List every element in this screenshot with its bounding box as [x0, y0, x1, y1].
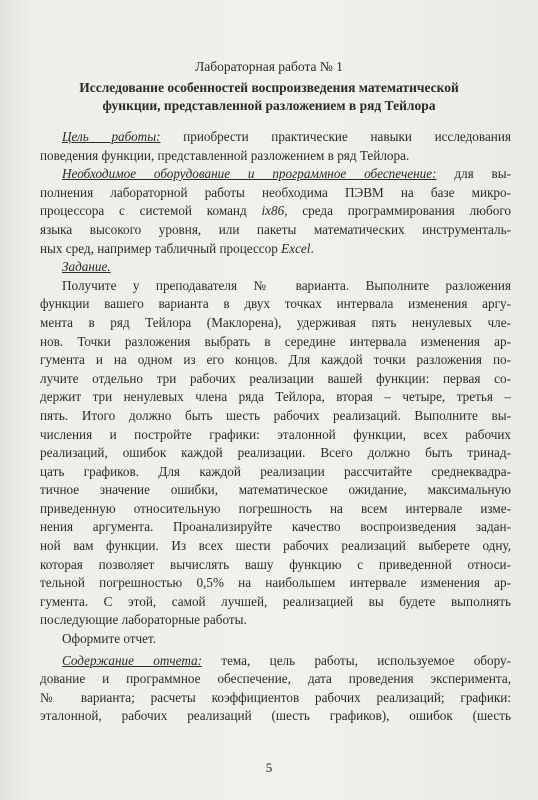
report-content-line-2: дование и программное обеспечение, дата проведения эксперимента, — [40, 671, 511, 687]
task-line: функции вашего варианта в двух точках интервала изменения аргу- — [40, 296, 511, 312]
task-label-line — [40, 258, 511, 277]
task-line: реализаций, ошибок каждой реализации. Всего должно быть тринад- — [40, 445, 511, 461]
equipment-line-3: процессора с системой команд ix86, среда программирования любого — [40, 203, 511, 219]
goal-label: Цель работы: — [62, 129, 161, 144]
task-line: гумента. С этой, самой лучшей, реализацией вы будете выполнять — [40, 593, 511, 609]
task-line: держит три ненулевых члена ряда Тейлора, вторая – четыре, третья – — [40, 389, 511, 405]
report-content-line-4: эталонной, рабочих реализаций (шесть графиков), ошибок (шесть — [40, 708, 511, 724]
task-line: нов. Точки разложения выбрать в середине интервала изменения ар- — [40, 333, 511, 349]
goal-paragraph-line-1: Цель работы: приобрести практические навыки исследования — [62, 129, 511, 144]
task-line: ной вам функции. Из всех шести рабочих реализаций выберете одну, — [40, 538, 511, 554]
equipment-line-2: полнения лабораторной работы необходима ПЭВМ на базе микро- — [40, 184, 511, 200]
task-line: числения и постройте графики: эталонной функции, всех рабочих — [40, 426, 511, 442]
equipment-label: Необходимое оборудование и программное обеспечение: — [62, 166, 437, 182]
task-line: которая позволяет вычислять вашу функцию с приведенной относи- — [40, 556, 511, 572]
task-label: Задание. — [62, 259, 111, 275]
task-line: гумента и на одном из его концов. Для каждой точки разложения по- — [40, 352, 511, 368]
task-line: нения аргумента. Проанализируйте качество воспроизведения задан- — [40, 519, 511, 535]
main-title-line-1: Исследование особенностей воспроизведения математической — [79, 80, 459, 95]
task-line: Получите у преподавателя № варианта. Выполните разложения — [62, 277, 511, 293]
equipment-line-1: Необходимое оборудование и программное обеспечение: для вы- — [62, 166, 511, 182]
task-line: тельной погрешностью 0,5% на наибольшем интервале изменения ар- — [40, 575, 511, 591]
equipment-line-4: языка высокого уровня, или пакеты математических инструменталь- — [40, 221, 511, 237]
task-line: тичное значение ошибки, математическое ожидание, максимальную — [40, 482, 511, 498]
task-line: мента в ряд Тейлора (Маклорена), удерживая пять ненулевых чле- — [40, 314, 511, 330]
task-line: пять. Итого должно быть шесть рабочих реализаций. Выполните вы- — [40, 407, 511, 423]
lab-work-title: Лабораторная работа № 1 — [195, 59, 343, 74]
task-line: лучите отдельно три рабочих реализации вашей функции: первая со- — [40, 370, 511, 386]
main-title-line-2: функции, представленной разложением в ряд Тейлора — [102, 98, 436, 113]
equipment-line-5: ных сред, например табличный процессор Excel. — [40, 240, 314, 256]
report-content-label: Содержание отчета: — [62, 652, 202, 668]
task-line: последующие лабораторные работы. — [40, 612, 247, 628]
main-title — [40, 79, 498, 115]
report-content-line-1: Содержание отчета: тема, цель работы, используемое обору- — [62, 652, 511, 668]
body-text — [40, 128, 511, 726]
task-line: приведенную относительную погрешность на всем интервале изме- — [40, 500, 511, 516]
page-number: 5 — [265, 760, 273, 775]
report-line: Оформите отчет. — [62, 631, 157, 647]
goal-paragraph-line-2: поведения функции, представленной разложением в ряд Тейлора. — [40, 147, 410, 163]
task-line: цать графиков. Для каждой реализации рассчитайте среднеквадра- — [40, 463, 511, 479]
report-content-line-3: № варианта; расчеты коэффициентов рабочих реализаций; графики: — [40, 689, 511, 705]
